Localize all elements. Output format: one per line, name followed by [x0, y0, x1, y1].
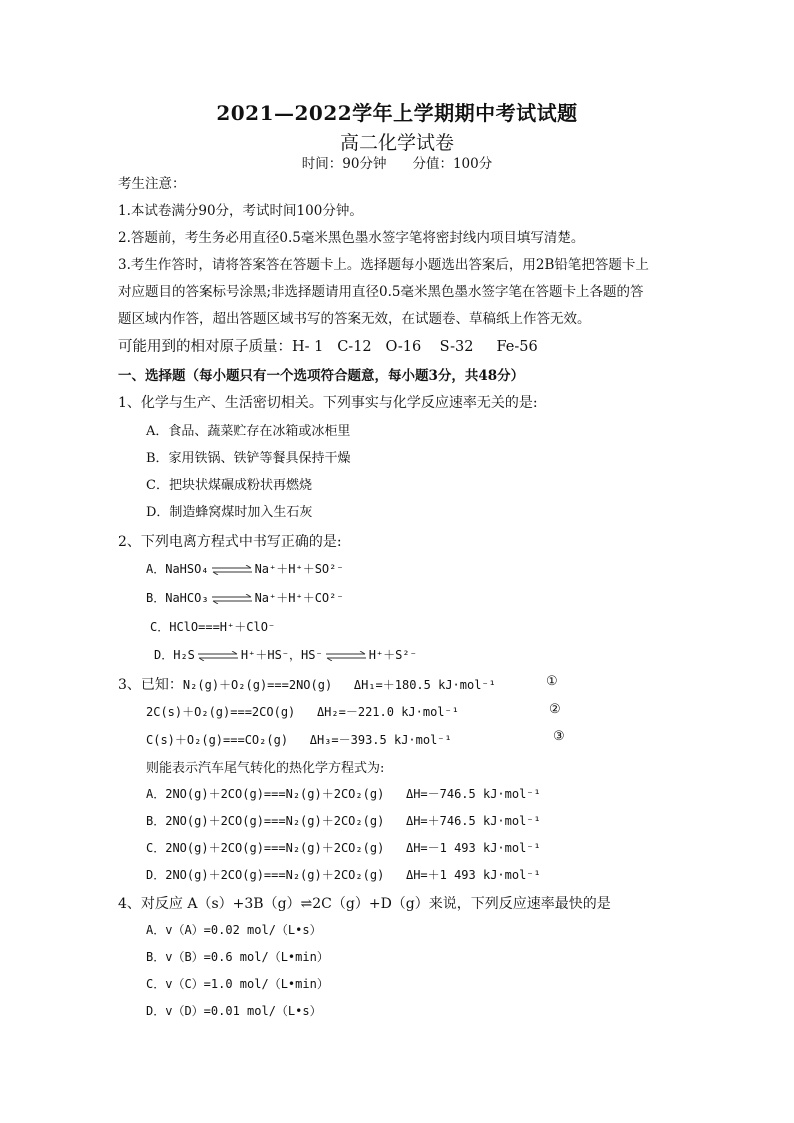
q2-d-right: H⁺＋S²⁻	[368, 648, 417, 662]
q2-stem: 2、下列电离方程式中书写正确的是:	[118, 534, 342, 550]
exam-subtitle: 高二化学试卷	[339, 132, 454, 154]
q1-option-c: C．把块状煤碾成粉状再燃烧	[146, 478, 312, 493]
q2-b-right: Na⁺＋H⁺＋CO²⁻	[254, 591, 344, 605]
notice-line-1: 1.本试卷满分90分，考试时间100分钟。	[118, 203, 363, 219]
q4-stem: 4、对反应 A（s）+3B（g）⇌2C（g）+D（g）来说，下列反应速率最快的是	[118, 896, 611, 912]
notice-line-3a: 3.考生作答时，请将答案答在答题卡上。选择题每小题选出答案后，用2B铅笔把答题卡上	[118, 257, 649, 273]
atomic-masses: 可能用到的相对原子质量：H- 1 C-12 O-16 S-32 Fe-56	[118, 339, 538, 355]
equilibrium-arrow-icon	[197, 651, 239, 661]
q4-option-c: C．v（C）=1.0 mol/（L•min）	[146, 977, 329, 991]
section-heading: 一、选择题（每小题只有一个选项符合题意，每小题3分，共48分）	[118, 368, 525, 384]
exam-time: 时间：90分钟	[301, 156, 387, 172]
q3-option-a: A．2NO(g)＋2CO(g)===N₂(g)＋2CO₂(g) ΔH=－746.5 kJ·mol⁻¹	[146, 787, 541, 801]
q2-a-left: A．NaHSO₄	[146, 562, 209, 576]
q3-stem-prefix: 3、已知：	[118, 677, 183, 693]
q3-marker-3: ③	[553, 729, 565, 744]
notice-heading: 考生注意：	[118, 176, 186, 192]
q2-option-b	[146, 589, 344, 606]
q1-stem: 1、化学与生产、生活密切相关。下列事实与化学反应速率无关的是:	[118, 395, 538, 411]
q2-option-a	[146, 560, 344, 577]
q3-option-c: C．2NO(g)＋2CO(g)===N₂(g)＋2CO₂(g) ΔH=－1 493 kJ·mol⁻¹	[146, 841, 541, 855]
notice-line-3c: 题区域内作答，超出答题区域书写的答案无效，在试题卷、草稿纸上作答无效。	[118, 311, 591, 327]
q2-option-d	[154, 646, 417, 663]
q3-option-b: B．2NO(g)＋2CO(g)===N₂(g)＋2CO₂(g) ΔH=＋746.5 kJ·mol⁻¹	[146, 814, 541, 828]
equilibrium-arrow-icon	[211, 594, 253, 604]
q1-option-a: A．食品、蔬菜贮存在冰箱或冰柜里	[146, 424, 351, 439]
q4-option-a: A．v（A）=0.02 mol/（L•s）	[146, 923, 322, 937]
q2-d-mid: H⁺＋HS⁻，HS⁻	[240, 648, 323, 662]
q1-option-b: B．家用铁锅、铁铲等餐具保持干燥	[146, 451, 351, 466]
q3-marker-1: ①	[546, 674, 558, 689]
q2-d-left: D．H₂S	[154, 648, 195, 662]
q3-line-1	[118, 674, 496, 694]
notice-line-2: 2.答题前，考生务必用直径0.5毫米黑色墨水签字笔将密封线内项目填写清楚。	[118, 230, 585, 246]
equilibrium-arrow-icon	[325, 651, 367, 661]
q3-equation-1: N₂(g)＋O₂(g)===2NO(g) ΔH₁=＋180.5 kJ·mol⁻¹	[182, 678, 496, 692]
q4-option-b: B．v（B）=0.6 mol/（L•min）	[146, 950, 329, 964]
q2-a-right: Na⁺＋H⁺＋SO²⁻	[254, 562, 344, 576]
q3-equation-2: 2C(s)＋O₂(g)===2CO(g) ΔH₂=－221.0 kJ·mol⁻¹	[146, 705, 459, 719]
exam-score: 分值：100分	[412, 156, 493, 172]
notice-line-3b: 对应题目的答案标号涂黑;非选择题请用直径0.5毫米黑色墨水签字笔在答题卡上各题的答	[118, 284, 644, 300]
exam-meta	[0, 152, 794, 172]
q1-option-d: D．制造蜂窝煤时加入生石灰	[146, 505, 313, 520]
q2-option-c: C．HClO===H⁺＋ClO⁻	[150, 620, 276, 634]
exam-title: 2021—2022学年上学期期中考试试题	[216, 101, 578, 125]
q4-option-d: D．v（D）=0.01 mol/（L•s）	[146, 1004, 322, 1018]
q3-option-d: D．2NO(g)＋2CO(g)===N₂(g)＋2CO₂(g) ΔH=＋1 493 kJ·mol⁻¹	[146, 868, 541, 882]
equilibrium-arrow-icon	[211, 565, 253, 575]
q3-equation-3: C(s)＋O₂(g)===CO₂(g) ΔH₃=－393.5 kJ·mol⁻¹	[146, 733, 452, 747]
q3-ask: 则能表示汽车尾气转化的热化学方程式为:	[146, 761, 385, 776]
q2-b-left: B．NaHCO₃	[146, 591, 209, 605]
q3-marker-2: ②	[549, 702, 561, 717]
